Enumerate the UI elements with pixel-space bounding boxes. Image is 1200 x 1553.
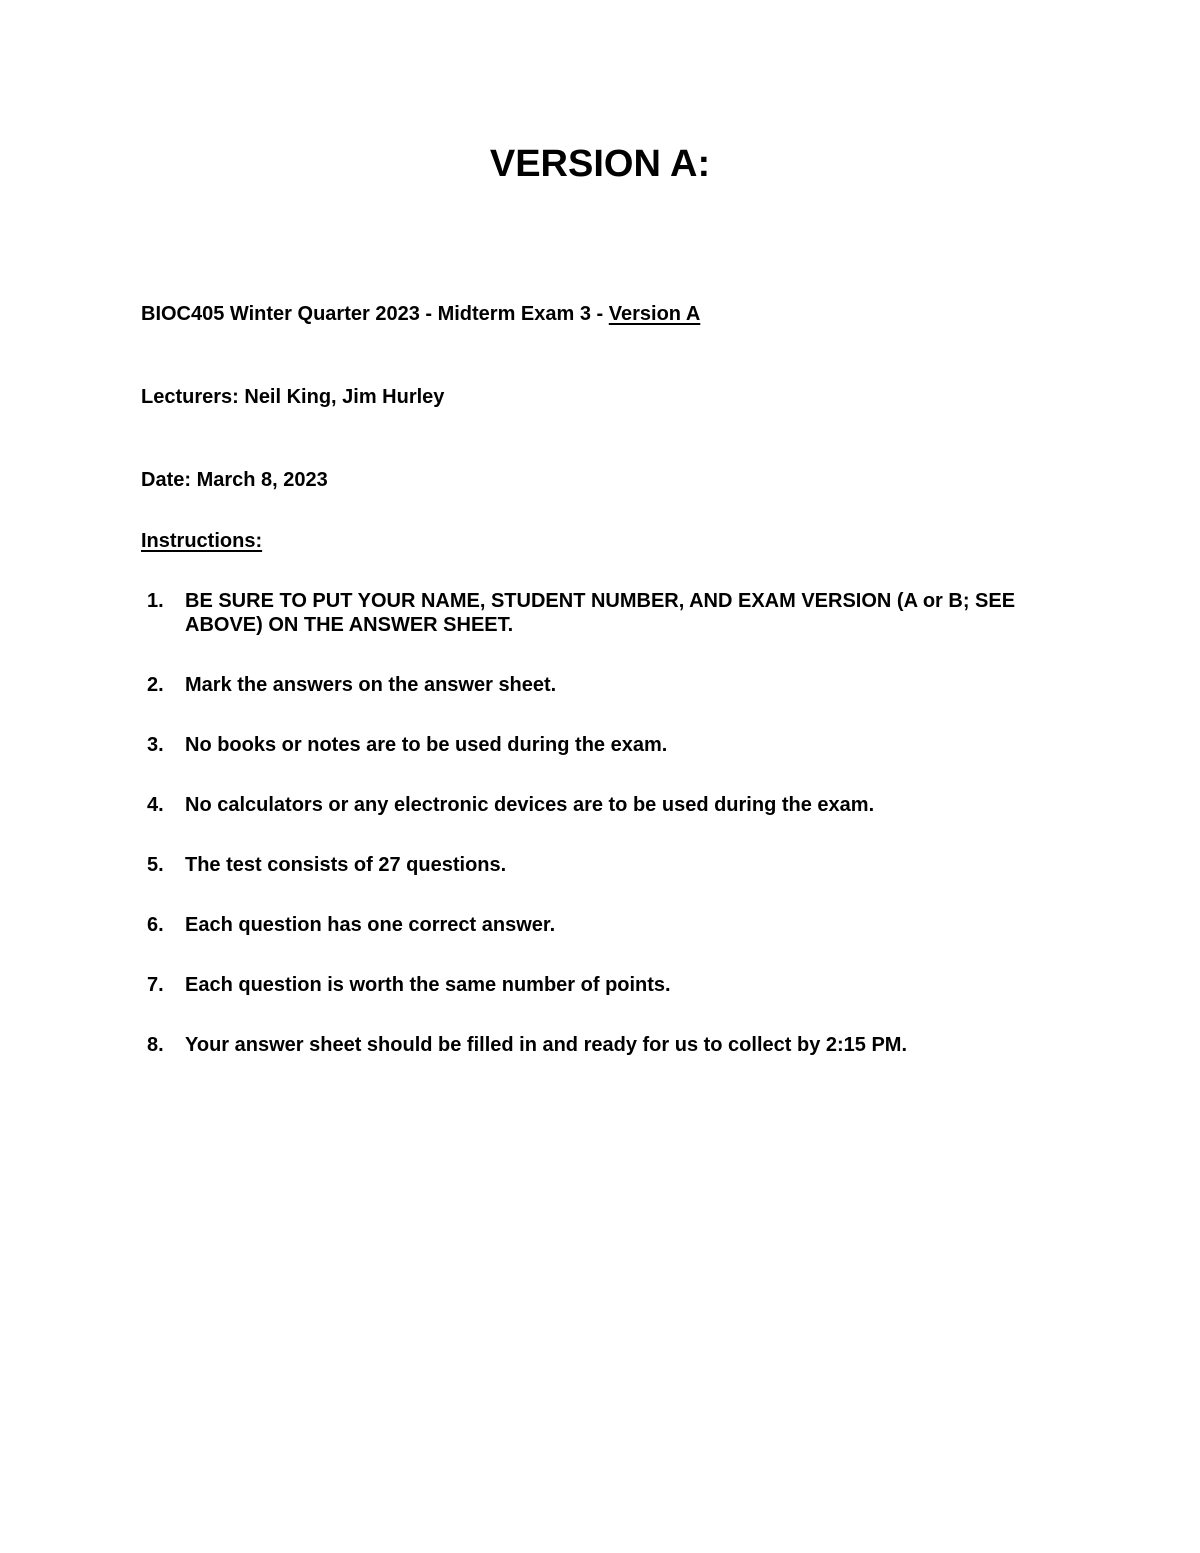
course-line-text: BIOC405 Winter Quarter 2023 - Midterm Exam 3 - [141, 303, 609, 325]
instruction-item [141, 589, 1061, 637]
course-line [141, 302, 700, 326]
instruction-item [141, 793, 1061, 817]
instructions-list [141, 589, 1061, 1093]
instruction-number: 7. [147, 974, 164, 996]
instruction-text: Each question has one correct answer. [185, 914, 556, 936]
instruction-number: 1. [147, 590, 164, 612]
instruction-item [141, 973, 1061, 997]
instruction-number: 4. [147, 794, 164, 816]
instruction-number: 8. [147, 1034, 164, 1056]
instruction-text: Mark the answers on the answer sheet. [185, 674, 557, 696]
date-line: Date: March 8, 2023 [141, 469, 328, 491]
instruction-text: No books or notes are to be used during the exam. [185, 734, 668, 756]
instruction-text: Each question is worth the same number of points. [185, 974, 671, 996]
instruction-text: BE SURE TO PUT YOUR NAME, STUDENT NUMBER, AND EXAM VERSION (A or B; SEE ABOVE) ON THE ANSWER SHEET. [185, 590, 1016, 636]
version-label: Version A [608, 303, 701, 325]
instruction-text: Your answer sheet should be filled in and ready for us to collect by 2:15 PM. [185, 1034, 908, 1056]
page-title: VERSION A: [489, 143, 711, 185]
instruction-item [141, 853, 1061, 877]
lecturers-line: Lecturers: Neil King, Jim Hurley [141, 386, 445, 408]
instruction-text: The test consists of 27 questions. [185, 854, 507, 876]
instruction-item [141, 673, 1061, 697]
instruction-text: No calculators or any electronic devices are to be used during the exam. [185, 794, 875, 816]
instruction-item [141, 1033, 1061, 1057]
instruction-number: 5. [147, 854, 164, 876]
instructions-heading: Instructions: [141, 530, 263, 552]
instruction-number: 2. [147, 674, 164, 696]
instruction-item [141, 913, 1061, 937]
instruction-item [141, 733, 1061, 757]
instruction-number: 3. [147, 734, 164, 756]
instruction-number: 6. [147, 914, 164, 936]
